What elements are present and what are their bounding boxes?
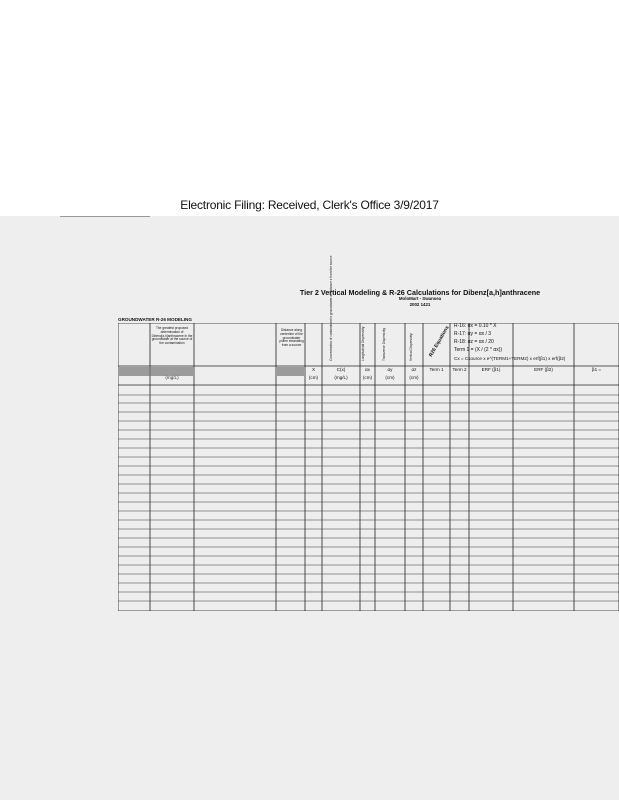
site-name: MoloMart - Swansea — [398, 296, 442, 301]
ay-label: αy — [387, 367, 393, 372]
scan-edge-rule — [60, 216, 150, 217]
az-unit: (cm) — [409, 375, 419, 380]
ax-label: αx — [365, 367, 370, 372]
site-id: 2002 1421 — [409, 302, 431, 307]
concentration-rotated-header: Concentration of contaminant in groundwater at distance x from the source — [329, 255, 333, 361]
cx-unit: (mg/L) — [334, 375, 348, 380]
formula-r16: R-16: αx = 0.10 * X — [454, 323, 497, 329]
r26-equations-label: R26 Equations — [428, 324, 451, 358]
source-unit: (mg/L) — [165, 375, 179, 380]
formula-cx: Cx = Csource x e^(TERM1+TERM2) x erf(β1) x erf(β2) — [454, 356, 566, 361]
az-label: αz — [411, 367, 417, 372]
table-rows — [118, 395, 619, 601]
formula-r18: R-18: αz = αx / 20 — [454, 339, 494, 345]
beta1-label: β1 = — [591, 367, 602, 372]
formula-term1: Term 1 = (X / (2 * αx)) — [454, 347, 503, 353]
term2-label: Term 2 — [452, 367, 467, 372]
shaded-cell — [277, 367, 304, 376]
ay-unit: (cm) — [385, 375, 395, 380]
source-concentration-header: The greatest proposed determination of Dibenz[a,h]anthracene in the groundwater at the source of the contamination — [151, 326, 193, 346]
erf1-label: ERF (β1) — [481, 367, 501, 372]
section-label: GROUNDWATER R-26 MODELING — [118, 317, 192, 322]
term1-label: Term 1 — [429, 367, 444, 372]
document-title: Tier 2 Vertical Modeling & R-26 Calculations for Dibenz[a,h]anthracene — [299, 288, 541, 297]
x-label: X — [311, 367, 316, 372]
distance-header: Distance along centerline of the groundwater plume emanating from a source — [279, 328, 304, 348]
transverse-dispersivity-header: Transverse Dispersivity — [382, 327, 386, 361]
cx-label: C(x) — [336, 367, 346, 372]
page-top-margin — [0, 0, 619, 216]
longitudinal-dispersivity-header: Longitudinal Dispersivity — [361, 326, 365, 361]
formula-r17: R-17: αy = αx / 3 — [454, 331, 492, 337]
ax-unit: (cm) — [362, 375, 373, 380]
filing-stamp: Electronic Filing: Received, Clerk's Office 3/9/2017 — [180, 198, 439, 212]
erf2-label: ERF (β2) — [534, 367, 553, 372]
vertical-dispersivity-header: Vertical Dispersivity — [409, 333, 413, 361]
x-unit: (cm) — [308, 375, 319, 380]
